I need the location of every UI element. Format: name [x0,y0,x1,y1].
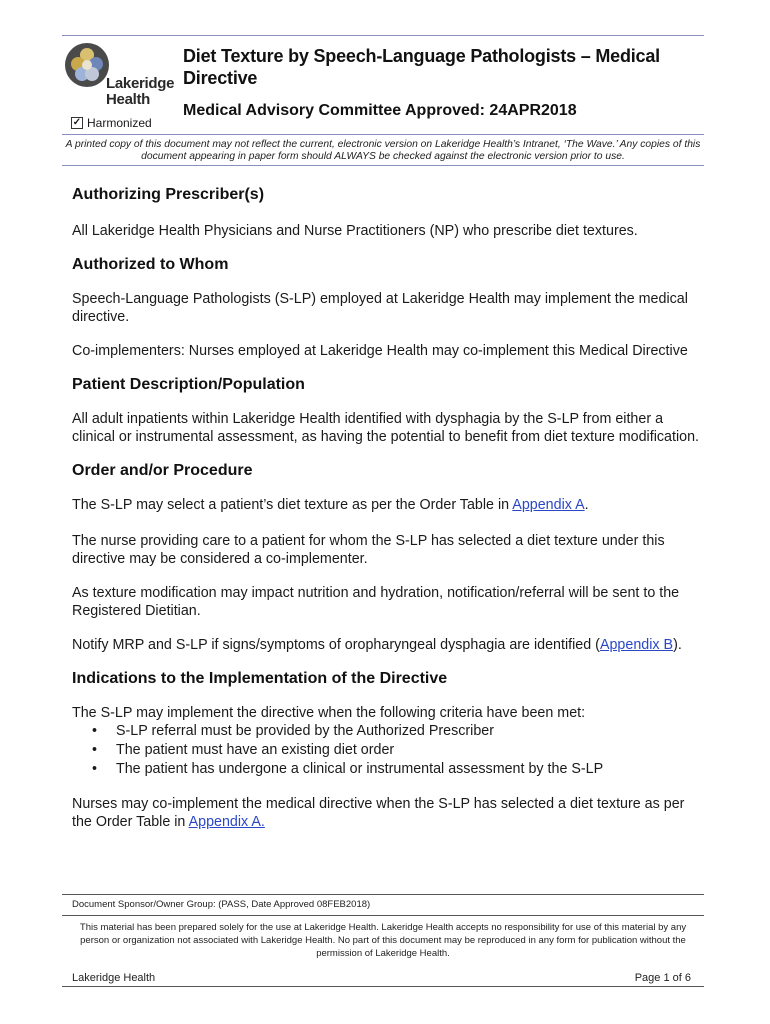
list-item: • The patient has undergone a clinical or instrumental assessment by the S-LP [116,760,704,779]
printed-note-bottom-rule [62,165,704,166]
disclaimer-rule [62,915,704,916]
header-top-rule [62,35,704,36]
harmonized-checkbox [71,116,152,130]
heading-order-procedure: Order and/or Procedure [72,462,253,479]
footer-organization: Lakeridge Health [72,972,156,984]
heading-indications: Indications to the Implementation of the Directive [72,670,448,687]
heading-patient-population: Patient Description/Population [72,376,305,393]
indications-paragraph-2: Nurses may co-implement the medical directive when the S-LP has selected a diet texture as per the Order Table in Appendix A. [72,796,685,830]
footer-bottom-rule [62,986,704,987]
document-sponsor: Document Sponsor/Owner Group: (PASS, Date Approved 08FEB2018) [72,899,371,910]
order-paragraph-2: The nurse providing care to a patient for whom the S-LP has selected a diet texture under this directive may be considered a co-implementer. [72,533,665,567]
list-item: • The patient must have an existing diet order [116,741,704,760]
page-number: Page 1 of 6 [634,972,691,984]
checkmark-icon: ✓ [72,117,82,128]
order-paragraph-1: The S-LP may select a patient’s diet texture as per the Order Table in Appendix A. [72,497,589,513]
approval-line: Medical Advisory Committee Approved: 24APR2018 [183,102,577,119]
harmonized-label: Harmonized [87,116,152,130]
footer-top-rule [62,894,704,895]
whom-paragraph-2: Co-implementers: Nurses employed at Lakeridge Health may co-implement this Medical Directive [72,343,688,359]
disclaimer-text: This material has been prepared solely for the use at Lakeridge Health. Lakeridge Health accepts no responsibility for use of this material by any person or organization not associated with Lakeridge Health. No part of this document may be reproduced in any form for publication without the permission of Lakeridge Health. [79,922,687,959]
prescriber-paragraph: All Lakeridge Health Physicians and Nurse Practitioners (NP) who prescribe diet textures. [72,223,638,239]
appendix-a-link[interactable]: Appendix A [512,497,585,513]
order-paragraph-4: Notify MRP and S-LP if signs/symptoms of oropharyngeal dysphagia are identified (Appendix B). [72,637,682,653]
appendix-b-link[interactable]: Appendix B [599,637,674,653]
heading-authorizing-prescriber: Authorizing Prescriber(s) [72,186,265,203]
criteria-list [72,722,704,779]
indications-intro: The S-LP may implement the directive when the following criteria have been met: [72,705,586,721]
list-item: • S-LP referral must be provided by the Authorized Prescriber [116,722,704,741]
document-body [72,180,704,831]
heading-authorized-to-whom: Authorized to Whom [72,256,229,273]
whom-paragraph-1: Speech-Language Pathologists (S-LP) employed at Lakeridge Health may implement the medical directive. [72,291,688,325]
logo-wordmark: Lakeridge Health [106,75,175,108]
appendix-a-link-2[interactable]: Appendix A. [188,814,265,830]
printed-note-top-rule [62,134,704,135]
population-paragraph: All adult inpatients within Lakeridge Health identified with dysphagia by the S-LP from either a clinical or instrumental assessment, as having the potential to benefit from diet texture modification. [72,411,699,445]
logo-emblem-icon [64,42,110,88]
printed-copy-notice: A printed copy of this document may not reflect the current, electronic version on Lakeridge Health’s Intranet, ‘The Wave.’ Any copies of this document appearing in paper form should ALWAYS be checked against the electronic version prior to use. [65,139,701,162]
order-paragraph-3: As texture modification may impact nutrition and hydration, notification/referral will be sent to the Registered Dietitian. [72,585,680,619]
document-title: Diet Texture by Speech-Language Pathologists – Medical Directive [183,46,660,88]
